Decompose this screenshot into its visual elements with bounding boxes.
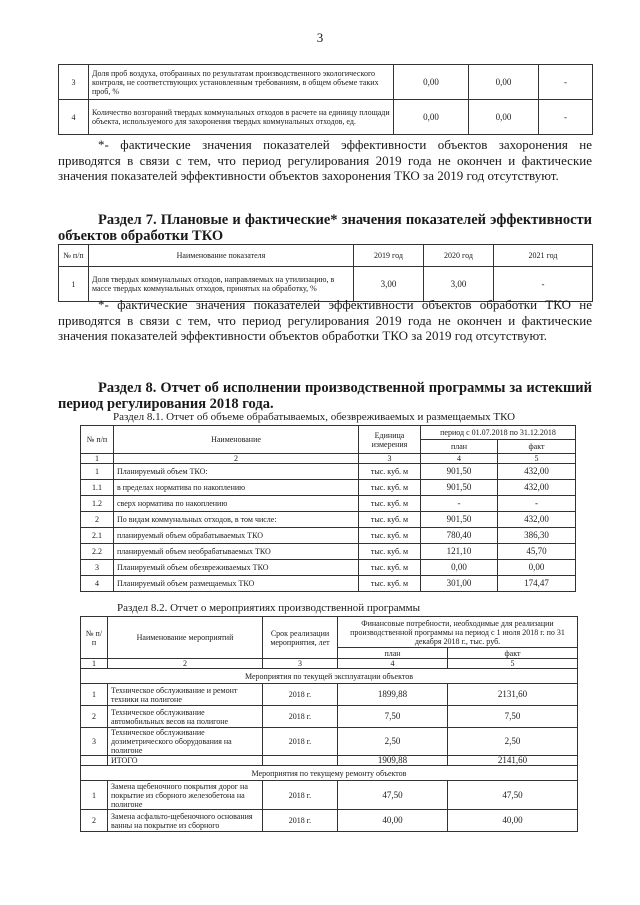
value-plan: 301,00 — [421, 576, 498, 592]
column-number-row — [81, 659, 578, 669]
row-num: 4 — [59, 100, 89, 135]
footnote-processing: *- фактические значения показателей эффективности объектов обработки ТКО не приводятся в связи с тем, что период регулирования 2019 года не окончен и фактические значения показателей эффективности объектов обработки ТКО за 2019 год отсутствуют. — [58, 297, 592, 343]
row-num: 2 — [81, 706, 108, 728]
row-num: 1.1 — [81, 480, 114, 496]
row-term: 2018 г. — [263, 810, 338, 832]
row-name: Планируемый объем обезвреживаемых ТКО — [114, 560, 359, 576]
row-term: 2018 г. — [263, 706, 338, 728]
value-fact: - — [498, 496, 576, 512]
table-row — [81, 512, 576, 528]
value-plan: 0,00 — [421, 560, 498, 576]
group-title: Мероприятия по текущей эксплуатации объектов — [81, 669, 578, 684]
header-name: Наименование мероприятий — [108, 617, 263, 659]
row-name: Техническое обслуживание автомобильных весов на полигоне — [108, 706, 263, 728]
value-fact: 174,47 — [498, 576, 576, 592]
table-row — [81, 728, 578, 756]
value-plan: 47,50 — [338, 781, 448, 810]
row-num: 1.2 — [81, 496, 114, 512]
row-name: в пределах норматива по накоплению — [114, 480, 359, 496]
table-header-row — [59, 245, 593, 267]
value-fact: 432,00 — [498, 464, 576, 480]
header-finance: Финансовые потребности, необходимые для реализации производственной программы на период с 1 июля 2018 г. по 31 декабря 2018 г., тыс. руб. — [338, 617, 578, 648]
row-unit: тыс. куб. м — [359, 544, 421, 560]
value-plan: 901,50 — [421, 480, 498, 496]
row-name: Доля проб воздуха, отобранных по результатам производственного экологического контроля, не соответствующих установленным требованиям, в общем объеме таких проб, % — [89, 65, 394, 100]
value-fact: 386,30 — [498, 528, 576, 544]
value-plan: 121,10 — [421, 544, 498, 560]
table-row — [59, 100, 593, 135]
col-number: 1 — [81, 659, 108, 669]
total-row — [81, 756, 578, 766]
header-term: Срок реализации мероприятия, лет — [263, 617, 338, 659]
section-8-1-table — [80, 425, 576, 592]
header-period: период с 01.07.2018 по 31.12.2018 — [421, 426, 576, 440]
row-num: 2 — [81, 810, 108, 832]
row-name: Замена асфальто-щебеночного основания ванны на покрытие из сборного — [108, 810, 263, 832]
value-plan: - — [421, 496, 498, 512]
row-name: сверх норматива по накоплению — [114, 496, 359, 512]
row-name: Планируемый объем ТКО: — [114, 464, 359, 480]
table-row — [81, 528, 576, 544]
row-term: 2018 г. — [263, 684, 338, 706]
value-fact: 0,00 — [498, 560, 576, 576]
table-row — [81, 480, 576, 496]
section-8-1-title: Раздел 8.1. Отчет об объеме обрабатываемых, обезвреживаемых и размещаемых ТКО — [113, 411, 516, 423]
empty-cell — [263, 756, 338, 766]
row-unit: тыс. куб. м — [359, 512, 421, 528]
row-name: Планируемый объем размещаемых ТКО — [114, 576, 359, 592]
footnote-disposal: *- фактические значения показателей эффективности объектов захоронения не приводятся в связи с тем, что период регулирования 2019 года не окончен и фактические значения показателей эффективности объектов захоронения ТКО за 2019 год отсутствуют. — [58, 137, 592, 183]
header-num: № п/п — [81, 617, 108, 659]
row-name: По видам коммунальных отходов, в том числе: — [114, 512, 359, 528]
row-unit: тыс. куб. м — [359, 496, 421, 512]
group-title: Мероприятия по текущему ремонту объектов — [81, 766, 578, 781]
table-row — [81, 684, 578, 706]
row-name: планируемый объем обрабатываемых ТКО — [114, 528, 359, 544]
row-num: 3 — [81, 560, 114, 576]
value-plan: 2,50 — [338, 728, 448, 756]
section-8-2-table — [80, 616, 578, 832]
row-num: 4 — [81, 576, 114, 592]
row-term: 2018 г. — [263, 781, 338, 810]
value-2020: 3,00 — [424, 267, 494, 302]
value-plan: 901,50 — [421, 512, 498, 528]
row-num: 1 — [81, 781, 108, 810]
col-number: 4 — [421, 454, 498, 464]
table-row — [81, 496, 576, 512]
header-fact: факт — [498, 440, 576, 454]
row-term: 2018 г. — [263, 728, 338, 756]
value-fact: 40,00 — [448, 810, 578, 832]
table-row — [81, 464, 576, 480]
row-name: Замена щебеночного покрытия дорог на покрытие из сборного железобетона на полигоне — [108, 781, 263, 810]
row-name: Доля твердых коммунальных отходов, направляемых на утилизацию, в массе твердых коммунальных отходов, принятых на обработку, % — [89, 267, 354, 302]
group-header-row — [81, 766, 578, 781]
row-num: 1 — [81, 684, 108, 706]
header-2020: 2020 год — [424, 245, 494, 267]
row-num: 3 — [81, 728, 108, 756]
value-plan: 1899,88 — [338, 684, 448, 706]
value-fact: 432,00 — [498, 480, 576, 496]
header-num: № п/п — [59, 245, 89, 267]
col-number: 1 — [81, 454, 114, 464]
header-name: Наименование показателя — [89, 245, 354, 267]
row-name: планируемый объем необрабатываемых ТКО — [114, 544, 359, 560]
table-row — [81, 560, 576, 576]
table-header-row — [81, 617, 578, 648]
col-number: 3 — [263, 659, 338, 669]
row-name: Количество возгораний твердых коммунальных отходов в расчете на единицу площади объекта, используемого для захоронения твердых коммунальных отходов, ед. — [89, 100, 394, 135]
col-number: 2 — [108, 659, 263, 669]
col-number: 4 — [338, 659, 448, 669]
empty-cell — [81, 756, 108, 766]
value-plan: 7,50 — [338, 706, 448, 728]
value-2020: 0,00 — [469, 65, 539, 100]
table-row — [81, 781, 578, 810]
header-plan: план — [338, 648, 448, 659]
header-2019: 2019 год — [354, 245, 424, 267]
value-plan: 40,00 — [338, 810, 448, 832]
table-6-tail — [58, 64, 593, 135]
value-fact: 7,50 — [448, 706, 578, 728]
col-number: 2 — [114, 454, 359, 464]
col-number: 5 — [498, 454, 576, 464]
value-fact: 45,70 — [498, 544, 576, 560]
section-8-title: Раздел 8. Отчет об исполнении производственной программы за истекший период регулирования 2018 года. — [58, 380, 592, 412]
header-unit: Единица измерения — [359, 426, 421, 454]
value-fact: 47,50 — [448, 781, 578, 810]
table-row — [81, 706, 578, 728]
row-num: 1 — [81, 464, 114, 480]
value-fact: 2,50 — [448, 728, 578, 756]
value-2019: 0,00 — [394, 65, 469, 100]
header-plan: план — [421, 440, 498, 454]
row-unit: тыс. куб. м — [359, 480, 421, 496]
value-2019: 3,00 — [354, 267, 424, 302]
header-fact: факт — [448, 648, 578, 659]
row-unit: тыс. куб. м — [359, 464, 421, 480]
row-num: 2 — [81, 512, 114, 528]
table-row — [81, 576, 576, 592]
section-7-table — [58, 244, 593, 302]
section-8-2-title: Раздел 8.2. Отчет о мероприятиях производственной программы — [117, 602, 420, 614]
value-fact: 2131,60 — [448, 684, 578, 706]
col-number: 5 — [448, 659, 578, 669]
table-header-row — [81, 426, 576, 440]
total-plan: 1909,88 — [338, 756, 448, 766]
row-name: Техническое обслуживание и ремонт техники на полигоне — [108, 684, 263, 706]
row-unit: тыс. куб. м — [359, 560, 421, 576]
row-num: 2.1 — [81, 528, 114, 544]
row-unit: тыс. куб. м — [359, 576, 421, 592]
total-label: ИТОГО — [108, 756, 263, 766]
value-2021: - — [539, 65, 593, 100]
value-fact: 432,00 — [498, 512, 576, 528]
row-unit: тыс. куб. м — [359, 528, 421, 544]
row-name: Техническое обслуживание дозиметрического оборудования на полигоне — [108, 728, 263, 756]
total-fact: 2141,60 — [448, 756, 578, 766]
table-row — [59, 65, 593, 100]
col-number: 3 — [359, 454, 421, 464]
header-2021: 2021 год — [494, 245, 593, 267]
header-num: № п/п — [81, 426, 114, 454]
row-num: 3 — [59, 65, 89, 100]
section-7-title: Раздел 7. Плановые и фактические* значения показателей эффективности объектов обработки ТКО — [58, 212, 592, 244]
page-number: 3 — [316, 30, 324, 45]
value-2021: - — [539, 100, 593, 135]
row-num: 2.2 — [81, 544, 114, 560]
header-name: Наименование — [114, 426, 359, 454]
column-number-row — [81, 454, 576, 464]
value-2021: - — [494, 267, 593, 302]
table-row — [81, 810, 578, 832]
value-2019: 0,00 — [394, 100, 469, 135]
value-plan: 901,50 — [421, 464, 498, 480]
value-plan: 780,40 — [421, 528, 498, 544]
table-row — [81, 544, 576, 560]
group-header-row — [81, 669, 578, 684]
row-num: 1 — [59, 267, 89, 302]
value-2020: 0,00 — [469, 100, 539, 135]
